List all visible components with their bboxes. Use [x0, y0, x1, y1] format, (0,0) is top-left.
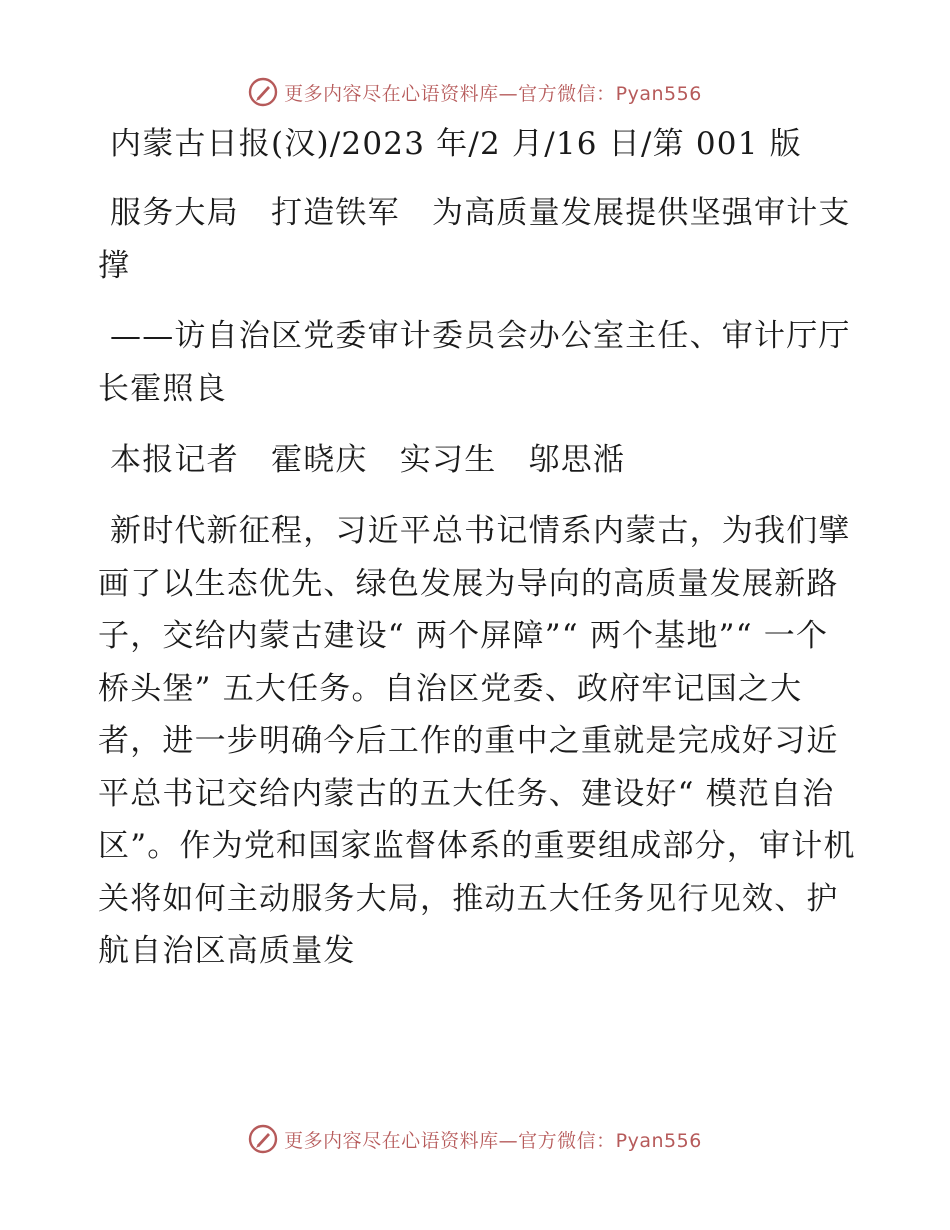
byline: 本报记者 霍晓庆 实习生 邬思湉 — [110, 442, 626, 478]
body-paragraph: 新时代新征程，习近平总书记情系内蒙古，为我们擘画了以生态优先、绿色发展为导向的高质量发展新路子，交给内蒙古建设“ 两个屏障”“ 两个基地”“ 一个桥头堡” 五大任务。自治区党委、政府牢记国之大者，进一步明确今后工作的重中之重就是完成好习近平总书记交给内蒙古的五大任务、建设好“ 模范自治区”。作为党和国家监督体系的重要组成部分，审计机关将如何主动服务大局，推动五大任务见行见效、护航自治区高质量发 — [98, 513, 856, 969]
quill-logo-icon — [248, 1124, 278, 1154]
watermark-text: 更多内容尽在心语资料库—官方微信：Pyan556 — [284, 82, 702, 105]
watermark-footer — [0, 1119, 950, 1159]
quill-logo-icon — [248, 77, 278, 107]
headline: 服务大局 打造铁军 为高质量发展提供坚强审计支撑 — [98, 195, 851, 284]
source-line: 内蒙古日报(汉)/2023 年/2 月/16 日/第 001 版 — [110, 126, 802, 162]
article — [98, 118, 858, 978]
watermark-text: 更多内容尽在心语资料库—官方微信：Pyan556 — [284, 1129, 702, 1152]
watermark-header — [0, 72, 950, 112]
subheadline: ——访自治区党委审计委员会办公室主任、审计厅厅长霍照良 — [98, 318, 851, 407]
